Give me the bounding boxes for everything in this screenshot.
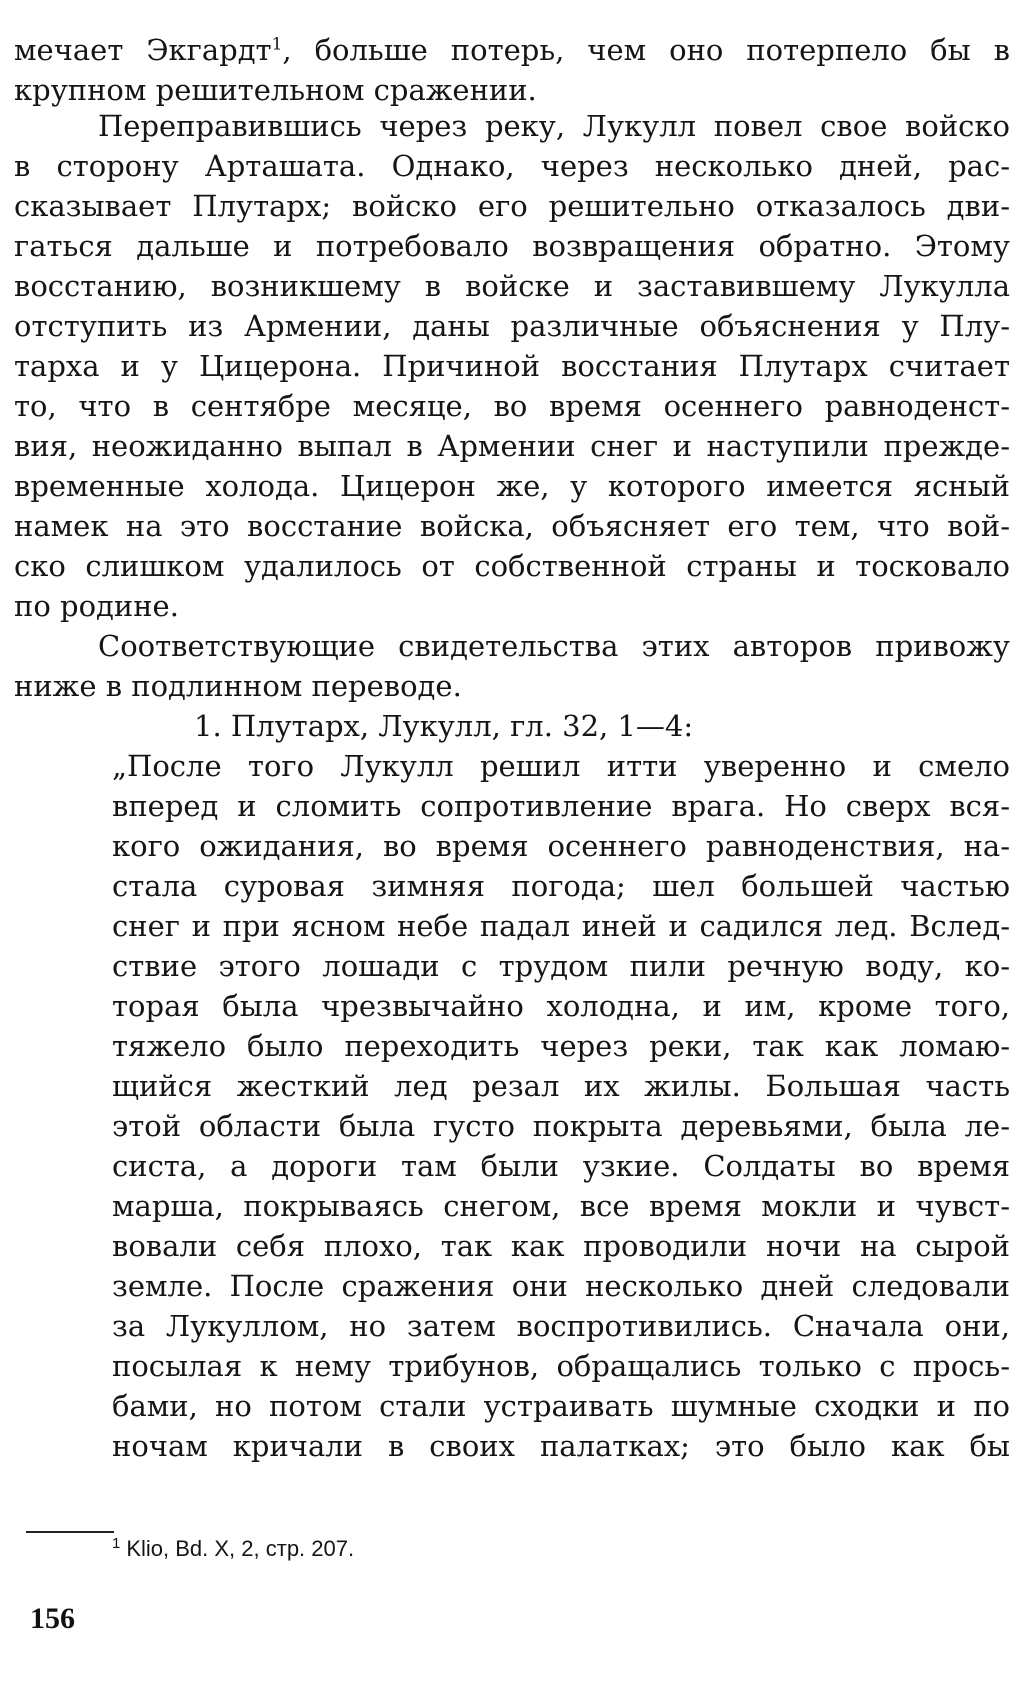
quote-line: марша, покрываясь снегом, все время мокли и чувст- (112, 1189, 1010, 1223)
text-line: по родине. (14, 589, 179, 623)
quote-line: этой области была густо покрыта деревьями, была ле- (112, 1109, 1010, 1143)
paragraph-retreat (14, 106, 1010, 626)
text-run: , больше потерь, чем оно потерпело бы в (282, 33, 1010, 67)
source-heading (14, 706, 1010, 746)
text-line: 1. Плутарх, Лукулл, гл. 32, 1—4: (194, 709, 694, 743)
text-line: отступить из Армении, даны различные объяснения у Плу- (14, 309, 1010, 343)
footnote-mark: 1 (112, 1534, 121, 1552)
quote-line: ствие этого лошади с трудом пили речную воду, ко- (112, 949, 1010, 983)
text-line: намек на это восстание войска, объясняет его тем, что вой- (14, 509, 1010, 543)
quote-line: за Лукуллом, но затем воспротивились. Сначала они, (112, 1309, 1010, 1343)
text-line: в сторону Арташата. Однако, через несколько дней, рас- (14, 149, 1010, 183)
text-line: ско слишком удалилось от собственной страны и тосковало (14, 549, 1010, 583)
quote-line: ночам кричали в своих палатках; это было как бы (112, 1429, 1010, 1463)
paragraph-sources-intro (14, 626, 1010, 706)
text-line: восстанию, возникшему в войске и заставившему Лукулла (14, 269, 1010, 303)
quote-line: посылая к нему трибунов, обращались только с прось- (112, 1349, 1010, 1383)
text-line: временные холода. Цицерон же, у которого имеется ясный (14, 469, 1010, 503)
plutarch-quotation (112, 746, 1010, 1466)
text-line: крупном решительном сражении. (14, 73, 537, 107)
text-run: мечает Экгардт (14, 33, 272, 67)
quote-line: стала суровая зимняя погода; шел большей частью (112, 869, 1010, 903)
quote-line: систа, а дороги там были узкие. Солдаты во время (112, 1149, 1010, 1183)
text-line: Переправившись через реку, Лукулл повел свое войско (98, 109, 1010, 143)
quote-line: снег и при ясном небе падал иней и садился лед. Вслед- (112, 909, 1010, 943)
text-line: то, что в сентябре месяце, во время осеннего равноденст- (14, 389, 1010, 423)
footnote-reference[interactable]: 1 (271, 34, 283, 55)
text-line: тарха и у Цицерона. Причиной восстания Плутарх считает (14, 349, 1010, 383)
footnote (112, 1534, 354, 1564)
page-number: 156 (30, 1602, 75, 1635)
quote-line: „После того Лукулл решил итти уверенно и смело (112, 749, 1010, 783)
text-line: вия, неожиданно выпал в Армении снег и наступили прежде- (14, 429, 1010, 463)
text-line: Соответствующие свидетельства этих авторов привожу (98, 629, 1010, 663)
quote-line: земле. После сражения они несколько дней следовали (112, 1269, 1010, 1303)
quote-line: щийся жесткий лед резал их жилы. Большая часть (112, 1069, 1010, 1103)
paragraph-continuation (14, 30, 1010, 110)
footnote-text: Klio, Bd. X, 2, стр. 207. (126, 1536, 355, 1561)
quote-line: кого ожидания, во время осеннего равноденствия, на- (112, 829, 1010, 863)
text-line: гаться дальше и потребовало возвращения обратно. Этому (14, 229, 1010, 263)
quote-line: торая была чрезвычайно холодна, и им, кроме того, (112, 989, 1010, 1023)
text-line: ниже в подлинном переводе. (14, 669, 462, 703)
text-line (14, 30, 1010, 70)
footnote-divider (26, 1531, 114, 1533)
text-line: сказывает Плутарх; войско его решительно отказалось дви- (14, 189, 1010, 223)
quote-line: тяжело было переходить через реки, так как ломаю- (112, 1029, 1010, 1063)
quote-line: вовали себя плохо, так как проводили ночи на сырой (112, 1229, 1010, 1263)
quote-line: бами, но потом стали устраивать шумные сходки и по (112, 1389, 1010, 1423)
quote-line: вперед и сломить сопротивление врага. Но сверх вся- (112, 789, 1010, 823)
